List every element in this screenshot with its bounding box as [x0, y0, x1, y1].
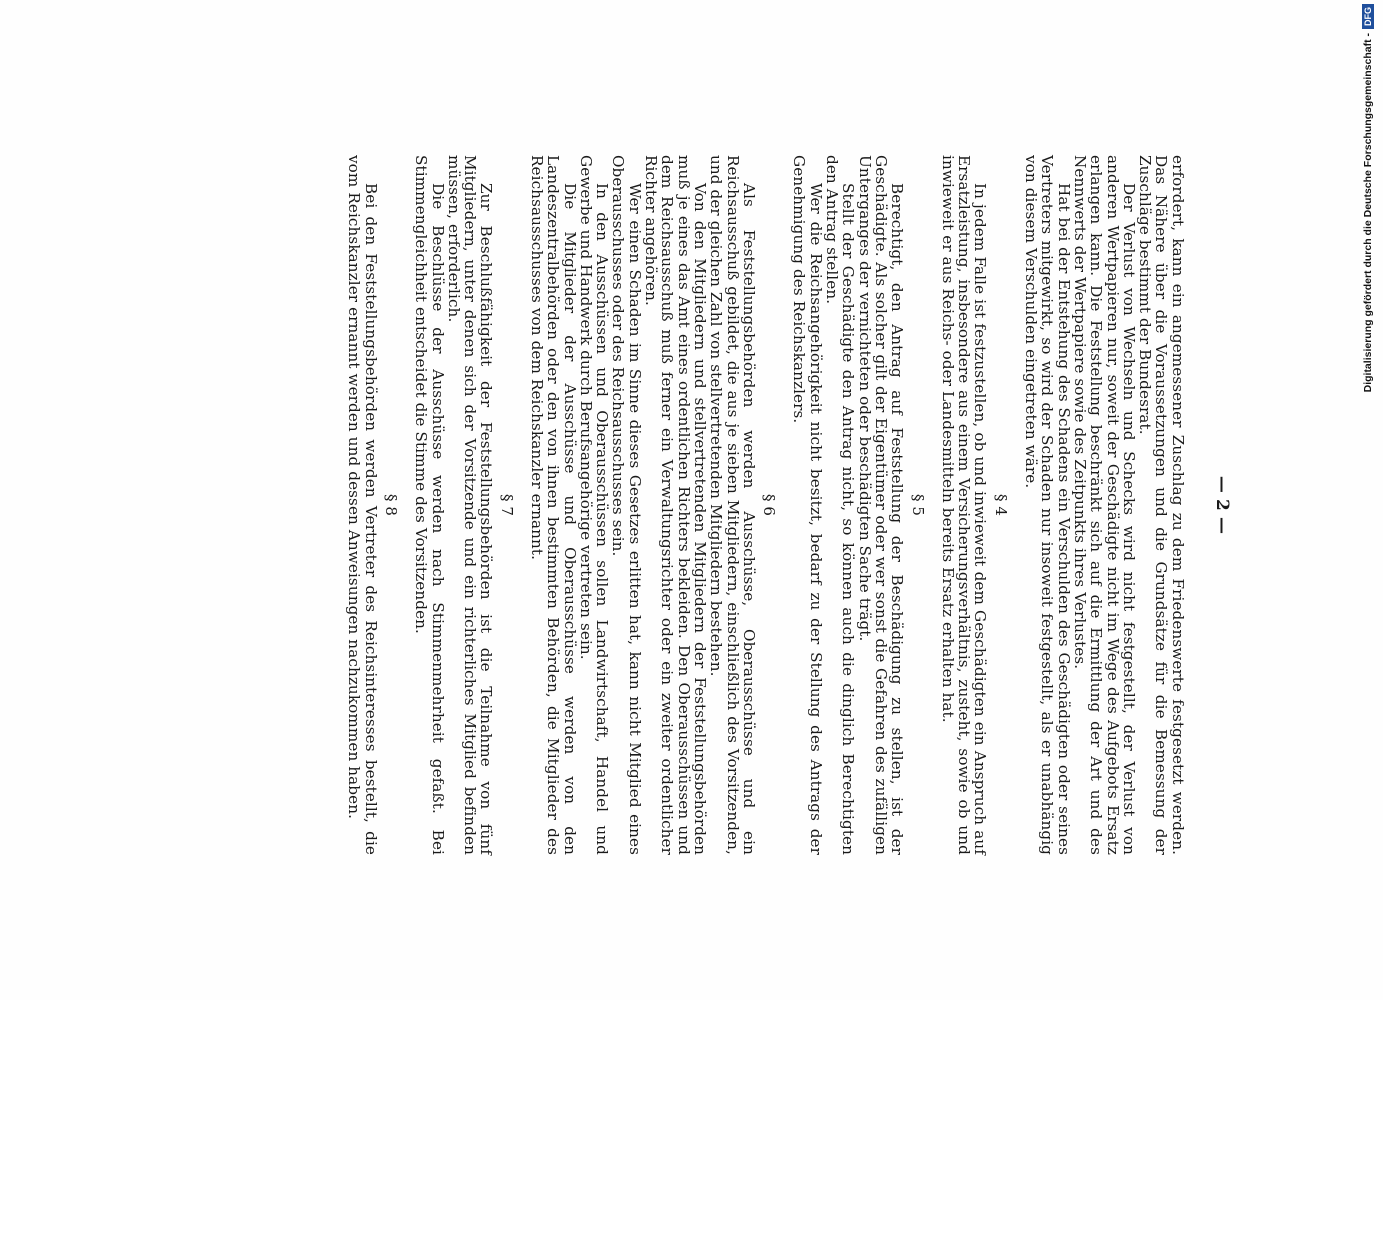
paragraph: Stellt der Geschädigte den Antrag nicht, so können auch die dinglich Berechtigten den Antrag stellen. — [823, 155, 858, 855]
credit-text: Digitalisierung gefördert durch die Deutsche Forschungsgemeinschaft - — [1362, 33, 1374, 393]
paragraph: Die Mitglieder der Ausschüsse und Oberausschüsse werden von den Landeszentralbehörden oder den von ihnen bestimmten Behörden, die Mitglieder des Reichsausschusses von dem Reichskanzler ernannt. — [528, 155, 579, 855]
paragraph: Zur Beschlußfähigkeit der Feststellungsbehörden ist die Teilnahme von fünf Mitgliedern, unter denen sich der Vorsitzende und ein richterliches Mitglied befinden müssen, erforderlich. — [444, 155, 496, 855]
section-heading: § 6 — [760, 493, 779, 517]
dfg-logo: DFG — [1362, 4, 1374, 29]
rotated-text-block — [345, 155, 1232, 1235]
paragraph: Von den Mitgliedern und stellvertretenden Mitgliedern der Feststellungsbehörden muß je eines das Amt eines ordentlichen Richters bekleiden. Den Oberausschüssen und dem Reichsausschuß muß ferner ein Verwaltungsrichter oder ein zweiter ordentlicher Richter angehören. — [642, 155, 709, 855]
section-heading: § 5 — [908, 493, 927, 517]
paragraph: Wer die Reichsangehörigkeit nicht besitzt, bedarf zu der Stellung des Antrags der Genehmigung des Reichskanzlers. — [790, 155, 825, 855]
paragraph: In jedem Falle ist festzustellen, ob und inwieweit dem Geschädigten ein Anspruch auf Ersatzleistung, insbesondere aus einem Versicherungsverhältnis, zusteht, sowie ob und inwieweit er aus Reichs- oder Landesmitteln bereits Ersatz erhalten hat. — [938, 155, 990, 855]
section-heading: § 7 — [497, 493, 516, 517]
paragraph: Berechtigt, den Antrag auf Feststellung der Beschädigung zu stellen, ist der Geschädigte. Als solcher gilt der Eigentümer oder wer sonst die Gefahren des zufälligen Unterganges der vernichteten oder beschädigten Sache trägt. — [855, 155, 907, 855]
paragraph: Bei den Feststellungsbehörden werden Vertreter des Reichsinteresses bestellt, die vom Reichskanzler ernannt werden und dessen Anweisungen nachzukommen haben. — [345, 155, 380, 855]
page-body — [150, 155, 1230, 855]
page-number: — 2 — — [1212, 475, 1232, 535]
paragraph: In den Ausschüssen und Oberausschüssen sollen Landwirtschaft, Handel und Gewerbe und Handwerk durch Berufsangehörige vertreten sein. — [576, 155, 612, 855]
text-flow — [346, 155, 1186, 855]
paragraph: Hat bei der Entstehung des Schadens ein Verschulden des Geschädigten oder seines Vertreters mitgewirkt, so wird der Schaden nur insoweit festgestellt, als er unabhängig von diesem Verschulden eingetreten wäre. — [1022, 155, 1073, 855]
paragraph: Wer einen Schaden im Sinne dieses Gesetzes erlitten hat, kann nicht Mitglied eines Oberausschusses oder des Reichsausschusses sein. — [609, 155, 644, 855]
section-heading: § 8 — [381, 493, 400, 517]
section-heading: § 4 — [991, 493, 1010, 517]
paragraph: Die Beschlüsse der Ausschüsse werden nach Stimmenmehrheit gefaßt. Bei Stimmengleichheit entscheidet die Stimme des Vorsitzenden. — [412, 155, 447, 855]
paragraph: erfordert, kann ein angemessener Zuschlag zu dem Friedenswerte festgesetzt werden. Das Nähere über die Voraussetzungen und die Grundsätze für die Bemessung der Zuschläge bestimmt der Bundesrat. — [1136, 155, 1187, 855]
paragraph: Als Feststellungsbehörden werden Ausschüsse, Oberausschüsse und ein Reichsausschuß gebildet, die aus je sieben Mitgliedern, einschließlich des Vorsitzenden, und der gleichen Zahl von stellvertretenden Mitgliedern bestehen. — [707, 155, 758, 855]
dfg-credit — [1357, 4, 1379, 394]
paragraph: Der Verlust von Wechseln und Schecks wird nicht festgestellt, der Verlust von anderen Wertpapieren nur, soweit der Geschädigte nicht im Wege des Aufgebots Ersatz erlangen kann. Die Feststellung beschränkt sich auf die Ermittlung der Art und des Nennwerts der Wertpapiere sowie des Zeitpunkts ihres Verlustes. — [1070, 155, 1138, 855]
